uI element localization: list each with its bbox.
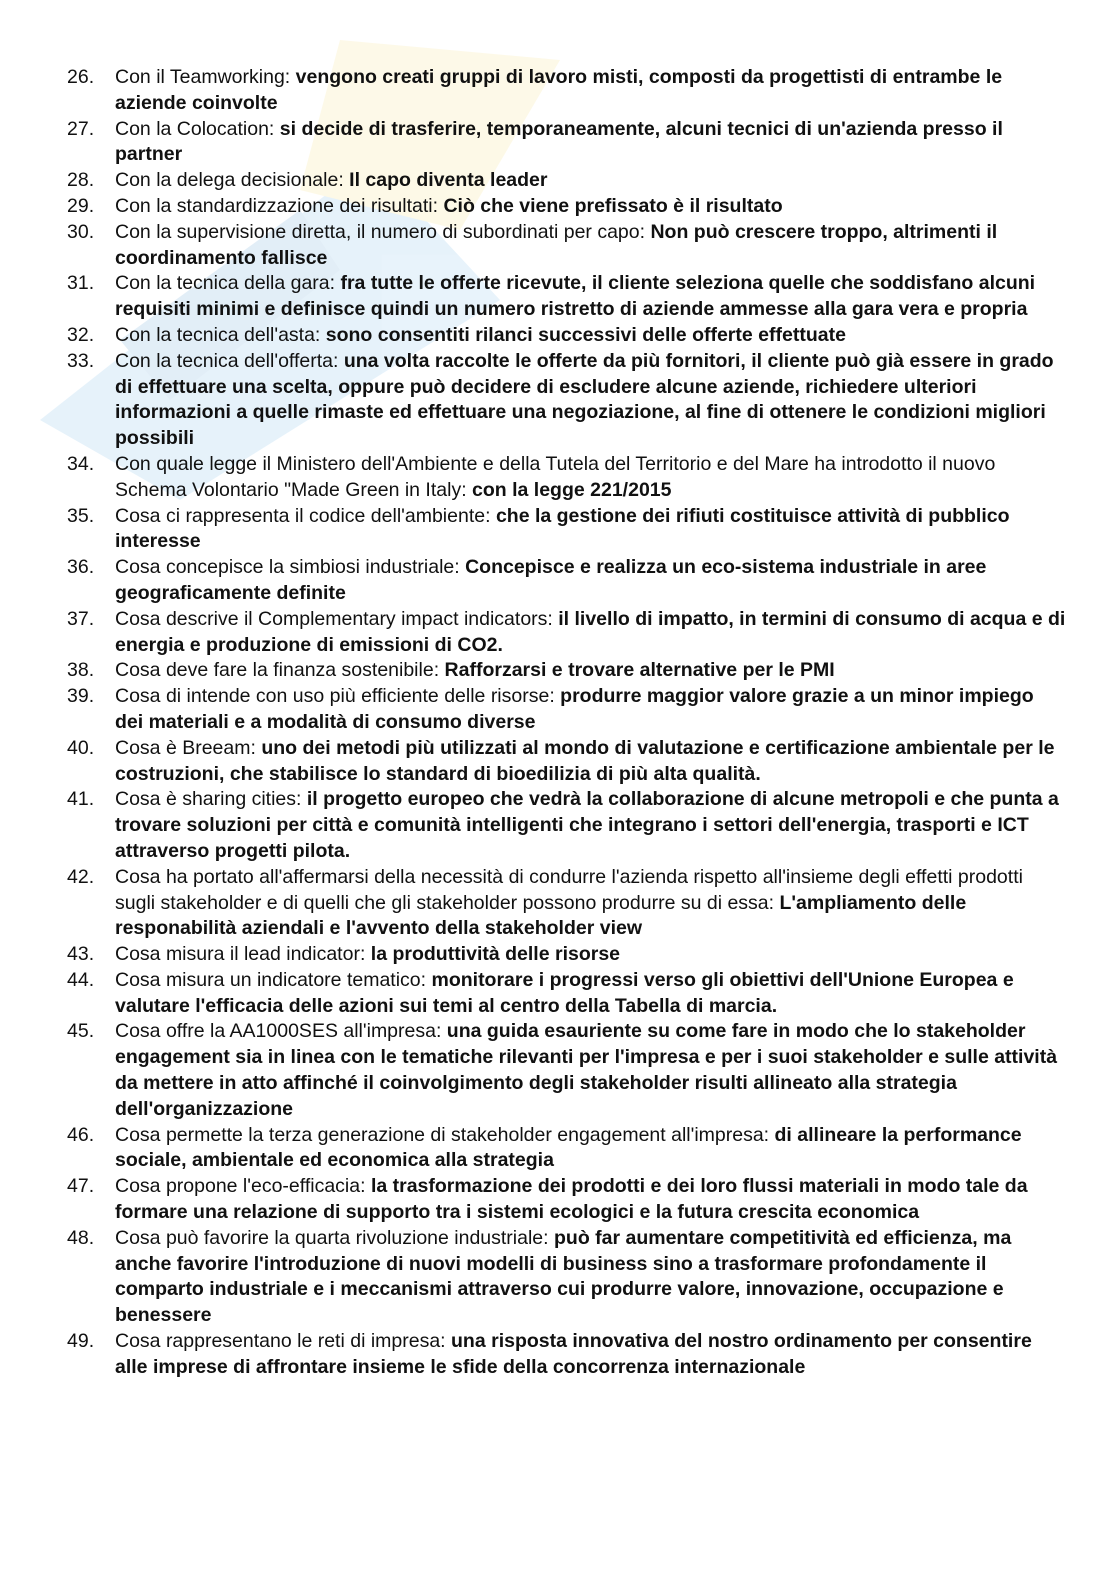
item-number: 42. — [67, 865, 95, 888]
question-text: Cosa deve fare la finanza sostenibile: — [115, 659, 445, 682]
item-number: 40. — [67, 736, 95, 759]
item-number: 26. — [67, 66, 95, 88]
answer-text: una risposta innovativa del nostro ordinamento per consentire alle imprese di affrontare insieme le sfide della concorrenza internazionale — [115, 1330, 1032, 1378]
answer-text: Rafforzarsi e trovare alternative per le PMI — [444, 659, 835, 682]
item-number: 28. — [67, 169, 95, 192]
list-item — [67, 1329, 1067, 1381]
list-item — [67, 323, 1067, 349]
list-item — [67, 271, 1067, 323]
item-number: 33. — [67, 349, 95, 372]
item-number: 36. — [67, 556, 95, 579]
item-number: 44. — [67, 968, 95, 991]
list-item — [67, 607, 1067, 659]
item-number: 48. — [67, 1226, 95, 1249]
question-text: Cosa è Breeam: — [115, 736, 262, 759]
answer-text: produrre maggior valore grazie a un minor impiego dei materiali e a modalità di consumo diverse — [115, 685, 1034, 733]
list-item — [67, 658, 1067, 684]
answer-text: una guida esauriente su come fare in modo che lo stakeholder engagement sia in linea con le tematiche rilevanti per l'impresa e per i suoi stakeholder e sulle attività da mettere in atto affinché il coinvolgimento degli stakeholder risulti allineato alla strategia dell'organizzazione — [115, 1020, 1058, 1120]
list-item — [67, 194, 1067, 220]
list-item — [67, 736, 1067, 788]
list-item — [67, 117, 1067, 169]
list-item — [67, 349, 1067, 452]
answer-text: L'ampliamento delle responabilità aziendali e l'avvento della stakeholder view — [115, 891, 967, 940]
question-text: Con la tecnica dell'asta: — [115, 323, 326, 346]
list-item — [67, 1123, 1067, 1175]
item-number: 37. — [67, 607, 95, 630]
item-number: 35. — [67, 504, 95, 527]
question-text: Con la delega decisionale: — [115, 169, 350, 192]
list-item — [67, 555, 1067, 607]
question-text: Con la Colocation: — [115, 117, 280, 140]
question-text: Con la tecnica dell'offerta: — [115, 349, 344, 372]
list-item — [67, 968, 1067, 1020]
answer-text: sono consentiti rilanci successivi delle offerte effettuate — [325, 323, 846, 346]
item-number: 38. — [67, 659, 95, 682]
list-item — [67, 504, 1067, 556]
qa-list — [67, 65, 1067, 1381]
item-number: 46. — [67, 1123, 95, 1146]
answer-text: Ciò che viene prefissato è il risultato — [443, 194, 783, 217]
question-text: Cosa misura il lead indicator: — [115, 943, 371, 966]
item-number: 34. — [67, 452, 95, 475]
answer-text: può far aumentare competitività ed efficienza, ma anche favorire l'introduzione di nuovi modelli di business sino a trasformare profondamente il comparto industriale e i meccanismi attraverso cui produrre valore, innovazione, occupazione e benessere — [115, 1226, 1012, 1327]
item-number: 32. — [67, 323, 95, 346]
question-text: Con quale legge il Ministero dell'Ambiente e della Tutela del Territorio e del Mare ha introdotto il nuovo Schema Volontario "Made Green in Italy: — [115, 452, 996, 501]
answer-text: di allineare la performance sociale, ambientale ed economica alla strategia — [115, 1123, 1022, 1172]
item-number: 49. — [67, 1330, 95, 1353]
question-text: Con la standardizzazione dei risultati: — [115, 194, 444, 217]
list-item — [67, 1019, 1067, 1122]
list-item — [67, 452, 1067, 504]
answer-text: monitorare i progressi verso gli obiettivi dell'Unione Europea e valutare l'efficacia delle azioni sui temi al centro della Tabella di marcia. — [115, 968, 1014, 1017]
answer-text: una volta raccolte le offerte da più fornitori, il cliente può già essere in grado di effettuare una scelta, oppure può decidere di escludere alcune aziende, richiedere ulteriori informazioni a quelle rimaste ed effettuare una negoziazione, al fine di ottenere le condizioni migliori possibili — [115, 349, 1054, 450]
item-number: 29. — [67, 194, 95, 217]
item-number: 31. — [67, 272, 95, 295]
question-text: Con la tecnica della gara: — [115, 272, 341, 295]
list-item — [67, 1226, 1067, 1329]
answer-text: la produttività delle risorse — [370, 943, 621, 966]
question-text: Cosa rappresentano le reti di impresa: — [115, 1330, 452, 1353]
list-item — [67, 1174, 1067, 1226]
answer-text: che la gestione dei rifiuti costituisce attività di pubblico interesse — [115, 504, 1010, 553]
answer-text: Il capo diventa leader — [349, 169, 548, 192]
answer-text: Non può crescere troppo, altrimenti il coordinamento fallisce — [115, 220, 998, 269]
question-text: Con il Teamworking: — [115, 66, 296, 88]
question-text: Cosa offre la AA1000SES all'impresa: — [115, 1020, 447, 1043]
question-text: Cosa concepisce la simbiosi industriale: — [115, 556, 466, 579]
item-number: 43. — [67, 943, 95, 966]
answer-text: la trasformazione dei prodotti e dei loro flussi materiali in modo tale da formare una relazione di supporto tra i sistemi ecologici e la futura crescita economica — [115, 1175, 1028, 1224]
answer-text: con la legge 221/2015 — [472, 478, 672, 501]
question-text: Cosa propone l'eco-efficacia: — [115, 1175, 371, 1198]
answer-text: il progetto europeo che vedrà la collaborazione di alcune metropoli e che punta a trovare soluzioni per città e comunità intelligenti che integrano i settori dell'energia, trasporti e ICT attraverso progetti pilota. — [115, 788, 1059, 862]
question-text: Cosa può favorire la quarta rivoluzione industriale: — [115, 1226, 554, 1249]
answer-text: Concepisce e realizza un eco-sistema industriale in aree geograficamente definite — [115, 556, 987, 604]
list-item — [67, 942, 1067, 968]
item-number: 30. — [67, 220, 95, 243]
list-item — [67, 787, 1067, 864]
answer-text: uno dei metodi più utilizzati al mondo di valutazione e certificazione ambientale per le costruzioni, che stabilisce lo standard di bioedilizia di più alta qualità. — [115, 736, 1055, 785]
list-item — [67, 220, 1067, 272]
item-number: 47. — [67, 1175, 95, 1198]
item-number: 27. — [67, 117, 95, 140]
question-text: Cosa ha portato all'affermarsi della necessità di condurre l'azienda rispetto all'insieme degli effetti prodotti sugli stakeholder e di quelli che gli stakeholder possono produrre su di essa: — [115, 865, 1023, 914]
question-text: Con la supervisione diretta, il numero di subordinati per capo: — [115, 220, 651, 243]
list-item — [67, 168, 1067, 194]
question-text: Cosa è sharing cities: — [115, 788, 307, 811]
answer-text: fra tutte le offerte ricevute, il cliente seleziona quelle che soddisfano alcuni requisiti minimi e definisce quindi un numero ristretto di aziende ammesse alla gara vera e propria — [115, 272, 1036, 321]
item-number: 39. — [67, 685, 95, 708]
list-item — [67, 865, 1067, 942]
question-text: Cosa ci rappresenta il codice dell'ambiente: — [115, 504, 496, 527]
question-text: Cosa permette la terza generazione di stakeholder engagement all'impresa: — [115, 1123, 775, 1146]
list-item — [67, 65, 1067, 117]
question-text: Cosa descrive il Complementary impact indicators: — [115, 607, 559, 630]
answer-text: il livello di impatto, in termini di consumo di acqua e di energia e produzione di emissioni di CO2. — [115, 607, 1066, 656]
question-text: Cosa di intende con uso più efficiente delle risorse: — [115, 685, 561, 708]
item-number: 45. — [67, 1020, 95, 1043]
item-number: 41. — [67, 788, 95, 811]
answer-text: si decide di trasferire, temporaneamente, alcuni tecnici di un'azienda presso il partner — [115, 117, 1003, 166]
answer-text: vengono creati gruppi di lavoro misti, composti da progettisti di entrambe le aziende coinvolte — [115, 66, 1003, 114]
list-item — [67, 684, 1067, 736]
question-text: Cosa misura un indicatore tematico: — [115, 968, 432, 991]
